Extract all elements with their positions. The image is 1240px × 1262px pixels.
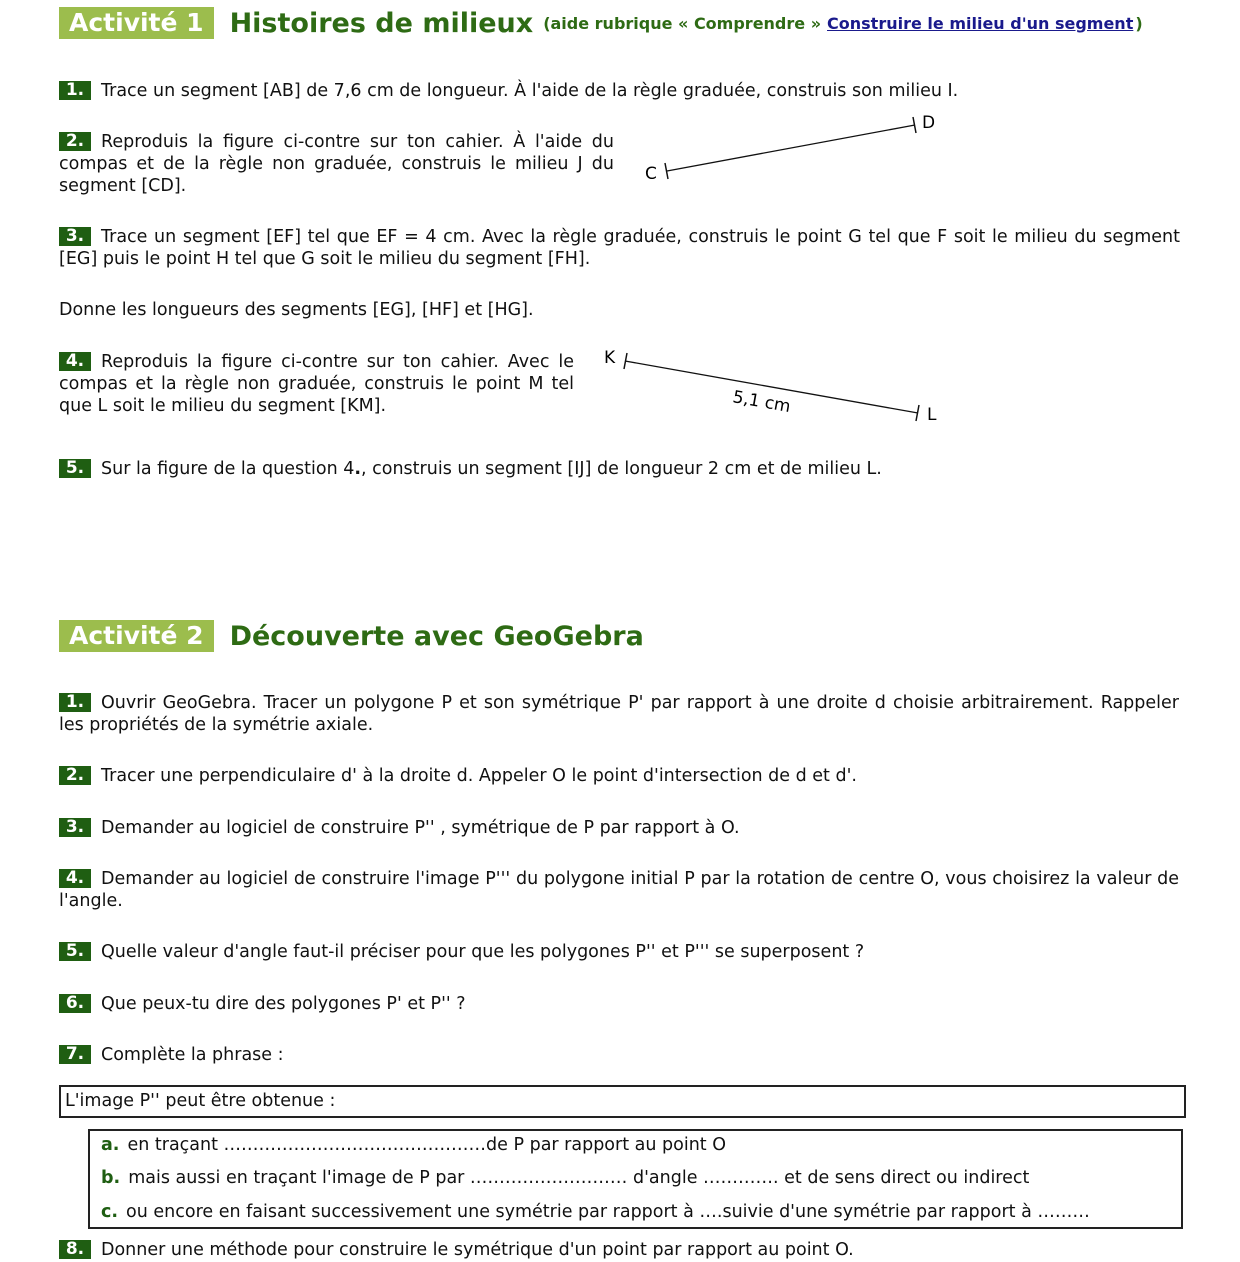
- a1-question-2: [59, 131, 614, 197]
- question-text: Demander au logiciel de construire l'image P''' du polygone initial P par la rotation de centre O, vous choisirez la valeur de l'angle.: [59, 869, 1179, 911]
- activite2-header: [59, 619, 644, 653]
- question-number: 4.: [59, 869, 91, 888]
- a2-question-6: [59, 993, 1179, 1015]
- label-d: D: [922, 113, 936, 133]
- question-text: Reproduis la figure ci-contre sur ton cahier. Avec le compas et la règle non graduée, construis le point M tel que L soit le milieu du segment [KM].: [59, 352, 574, 416]
- a1-question-3-followup: [59, 299, 1180, 321]
- label-k: K: [604, 348, 616, 368]
- question-number: 3.: [59, 227, 91, 246]
- option-text: mais aussi en traçant l'image de P par ……………………… d'angle …………. et de sens direct ou indirect: [128, 1168, 1030, 1188]
- question-text: Donner une méthode pour construire le symétrique d'un point par rapport au point O.: [101, 1240, 854, 1260]
- label-l: L: [927, 405, 937, 425]
- completion-options-box: [88, 1129, 1183, 1229]
- a1-question-5: [59, 458, 1180, 480]
- question-text: Quelle valeur d'angle faut-il préciser pour que les polygones P'' et P''' se superposent ?: [101, 942, 865, 962]
- question-text: Complète la phrase :: [101, 1045, 284, 1065]
- question-text: Tracer une perpendiculaire d' à la droite d. Appeler O le point d'intersection de d et d'.: [101, 766, 857, 786]
- activite2-badge: Activité 2: [59, 620, 214, 652]
- question-number: 4.: [59, 352, 91, 371]
- question-text-end: , construis un segment [IJ] de longueur 2 cm et de milieu L.: [361, 459, 882, 479]
- question-number: 5.: [59, 459, 91, 478]
- segment-cd: [667, 125, 915, 171]
- question-number: 8.: [59, 1240, 91, 1259]
- label-c: C: [645, 164, 657, 184]
- question-number: 1.: [59, 693, 91, 712]
- question-number: 7.: [59, 1045, 91, 1064]
- option-text: en traçant ………………………………………de P par rapport au point O: [127, 1135, 726, 1155]
- option-letter: b.: [101, 1168, 121, 1188]
- sentence-box-text: L'image P'' peut être obtenue :: [65, 1091, 336, 1111]
- activite1-badge: Activité 1: [59, 7, 214, 39]
- option-letter: c.: [101, 1202, 119, 1222]
- option-letter: a.: [101, 1135, 120, 1155]
- a2-question-7: [59, 1044, 1179, 1066]
- a2-question-1: [59, 692, 1179, 736]
- a1-question-1: [59, 80, 1180, 102]
- segment-cd-figure: [640, 108, 960, 188]
- option-text: ou encore en faisant successivement une symétrie par rapport à ….suivie d'une symétrie par rapport à ………: [126, 1202, 1090, 1222]
- activite1-header: [59, 6, 1143, 40]
- question-text: Donne les longueurs des segments [EG], [HF] et [HG].: [59, 300, 534, 320]
- question-text: Trace un segment [EF] tel que EF = 4 cm. Avec la règle graduée, construis le point G tel que F soit le milieu du segment [EG] puis le point H tel que G soit le milieu du segment [FH].: [59, 227, 1180, 269]
- question-number: 2.: [59, 766, 91, 785]
- a2-question-3: [59, 817, 1179, 839]
- question-text: Trace un segment [AB] de 7,6 cm de longueur. À l'aide de la règle graduée, construis son milieu I.: [101, 81, 959, 101]
- question-text: Ouvrir GeoGebra. Tracer un polygone P et son symétrique P' par rapport à une droite d choisie arbitrairement. Rappeler les propriétés de la symétrie axiale.: [59, 693, 1179, 735]
- milieu-segment-link[interactable]: Construire le milieu d'un segment: [827, 13, 1134, 33]
- a2-question-5: [59, 941, 1179, 963]
- segment-kl-figure: [600, 340, 950, 430]
- option-b: [101, 1167, 1029, 1189]
- question-text-bold: .: [354, 459, 362, 479]
- question-text: Que peux-tu dire des polygones P' et P'' ?: [101, 994, 466, 1014]
- question-number: 5.: [59, 942, 91, 961]
- activite1-subtitle-suffix: ): [1135, 13, 1143, 33]
- question-number: 1.: [59, 81, 91, 100]
- sentence-box: [59, 1085, 1186, 1118]
- question-number: 3.: [59, 818, 91, 837]
- question-text: Demander au logiciel de construire P'' , symétrique de P par rapport à O.: [101, 818, 740, 838]
- question-number: 2.: [59, 132, 91, 151]
- activite1-title: Histoires de milieux: [229, 7, 534, 39]
- question-text: Reproduis la figure ci-contre sur ton cahier. À l'aide du compas et de la règle non graduée, construis le milieu J du segment [CD].: [59, 132, 614, 196]
- activite2-title: Découverte avec GeoGebra: [229, 620, 644, 652]
- activite1-subtitle-prefix: (aide rubrique « Comprendre »: [543, 13, 822, 33]
- a1-question-3: [59, 226, 1180, 270]
- option-c: [101, 1201, 1090, 1223]
- a1-question-4: [59, 351, 574, 417]
- option-a: [101, 1134, 726, 1156]
- question-text: Sur la figure de la question 4: [101, 459, 355, 479]
- a2-question-4: [59, 868, 1179, 912]
- length-label: 5,1 cm: [731, 387, 793, 418]
- a2-question-8: [59, 1239, 1179, 1261]
- question-number: 6.: [59, 994, 91, 1013]
- a2-question-2: [59, 765, 1179, 787]
